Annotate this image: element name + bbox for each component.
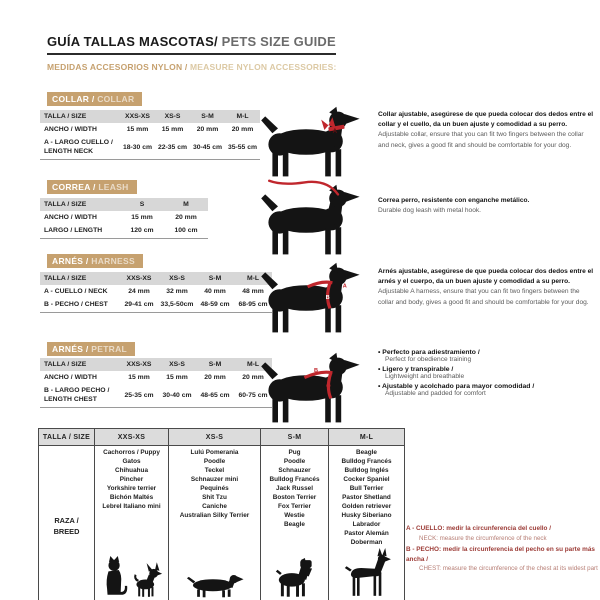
breed-silhouettes bbox=[186, 572, 244, 600]
cell-value: 48-59 cm bbox=[196, 299, 234, 313]
cell-value: XXS-XS bbox=[126, 274, 152, 282]
breed-name: Australian Silky Terrier bbox=[179, 511, 250, 519]
collar-badge-es: COLLAR / bbox=[52, 94, 98, 104]
petral-section-badge bbox=[47, 342, 135, 356]
row-label: TALLA / SIZE bbox=[44, 200, 87, 208]
breed-header-cell: TALLA / SIZE bbox=[39, 429, 95, 446]
cell-value: 32 mm bbox=[166, 287, 188, 295]
feature-item-es: • Ajustable y acolchado para mayor comodidad / bbox=[378, 383, 590, 390]
breed-name: Labrador bbox=[352, 520, 381, 528]
cell-value: 35-55 cm bbox=[225, 137, 260, 159]
breed-name: Teckel bbox=[204, 466, 225, 474]
cell-value: 20 mm bbox=[196, 125, 219, 133]
measuring-note-es: A - CUELLO: medir la circunferencia del cuello / bbox=[406, 525, 552, 532]
breed-name: Pequinés bbox=[200, 484, 229, 492]
leash-section-badge bbox=[47, 180, 137, 194]
cell-value: M-L bbox=[246, 274, 260, 282]
cell-value: 29-41 cm bbox=[120, 299, 158, 313]
cell-value: 24 mm bbox=[128, 287, 150, 295]
breed-silhouettes bbox=[275, 558, 315, 600]
harness-badge-en: HARNESS bbox=[91, 256, 135, 266]
petral-size-table-grid bbox=[40, 358, 272, 408]
petral-badge-es: ARNÉS / bbox=[52, 344, 92, 354]
breed-cell bbox=[329, 446, 404, 600]
breed-name: Gatos bbox=[122, 457, 141, 465]
breed-size-table bbox=[38, 428, 405, 600]
breed-name: Poodle bbox=[283, 457, 306, 465]
svg-text:A: A bbox=[342, 283, 347, 290]
feature-item-en: Perfect for obedience training bbox=[385, 356, 472, 363]
cell-value: XS-S bbox=[164, 112, 181, 120]
cell-value: 15 mm bbox=[128, 373, 150, 381]
leash-size-table bbox=[40, 198, 208, 239]
table-row bbox=[40, 371, 272, 384]
breed-list bbox=[96, 449, 167, 512]
breed-header-row bbox=[39, 429, 405, 446]
harness-section-badge bbox=[47, 254, 143, 268]
cell-value: M-L bbox=[236, 112, 249, 120]
feature-item-es: • Ligero y transpirable / bbox=[378, 366, 590, 373]
breed-list bbox=[330, 449, 403, 548]
table-row bbox=[40, 211, 208, 224]
breed-name: Poodle bbox=[203, 457, 226, 465]
breed-name: Bulldog Francés bbox=[341, 457, 392, 465]
measuring-note-en: CHEST: measure the circumference of the chest at its widest part bbox=[419, 565, 598, 573]
breed-name: Chihuahua bbox=[114, 466, 149, 474]
breed-name: Shit Tzu bbox=[202, 493, 227, 501]
cell-value: 15 mm bbox=[131, 213, 153, 221]
breed-name: Cocker Spaniel bbox=[343, 475, 390, 483]
breed-name: Jack Russel bbox=[276, 484, 313, 492]
svg-text:B: B bbox=[325, 294, 330, 301]
row-label: ANCHO / WIDTH bbox=[44, 373, 97, 381]
breed-silhouettes bbox=[101, 556, 163, 600]
cell-value: S-M bbox=[201, 112, 214, 120]
breed-name: Cachorros / Puppy bbox=[103, 449, 160, 456]
page-subtitle-es: MEDIDAS ACCESORIOS NYLON / bbox=[47, 62, 190, 72]
cell-value: 48-65 cm bbox=[196, 385, 234, 407]
cell-value: XXS-XS bbox=[126, 360, 152, 368]
row-label: ANCHO / WIDTH bbox=[44, 213, 97, 221]
collar-description-en: Adjustable collar, ensure that you can fit two fingers between the collar and neck, gives a good fit and should be comfortable for your dog. bbox=[378, 131, 584, 149]
cell-value: 20 mm bbox=[242, 373, 264, 381]
feature-item-en: Adjustable and padded for comfort bbox=[385, 390, 486, 397]
cell-value: 100 cm bbox=[164, 225, 208, 239]
cell-value: 120 cm bbox=[120, 225, 164, 239]
page-title-en: PETS SIZE GUIDE bbox=[217, 34, 336, 49]
cell-value: 22-35 cm bbox=[155, 137, 190, 159]
cell-value: 25-35 cm bbox=[120, 385, 158, 407]
petral-dog-illustration bbox=[258, 344, 362, 426]
feature-item-en: Lightweight and breathable bbox=[385, 373, 465, 380]
collar-badge-en: COLLAR bbox=[97, 94, 135, 104]
cell-value: 20 mm bbox=[175, 213, 197, 221]
page-subtitle-en: MEASURE NYLON ACCESSORIES: bbox=[190, 62, 337, 72]
breed-row-label: RAZA / BREED bbox=[39, 446, 95, 600]
cell-value: 33,5-50cm bbox=[158, 299, 196, 313]
breed-name: Bull Terrier bbox=[349, 484, 384, 492]
breed-silhouettes bbox=[343, 548, 391, 600]
breed-table-grid bbox=[38, 428, 405, 600]
cat-icon bbox=[101, 556, 129, 600]
leash-description-es: Correa perro, resistente con enganche metálico. bbox=[378, 197, 530, 204]
cell-value: 20 mm bbox=[231, 125, 254, 133]
breed-list bbox=[262, 449, 327, 530]
harness-badge-es: ARNÉS / bbox=[52, 256, 92, 266]
leash-badge-es: CORREA / bbox=[52, 182, 99, 192]
cell-value: M bbox=[183, 200, 189, 208]
table-row bbox=[40, 285, 272, 298]
cell-value: S-M bbox=[208, 274, 222, 282]
table-row bbox=[40, 299, 272, 313]
breed-name: Bulldog Francés bbox=[269, 475, 320, 483]
cell-value: 60-75 cm bbox=[234, 385, 272, 407]
petral-badge-en: PETRAL bbox=[91, 344, 128, 354]
breed-list bbox=[170, 449, 259, 521]
row-label: TALLA / SIZE bbox=[44, 360, 87, 368]
cell-value: XS-S bbox=[169, 274, 185, 282]
cell-value: S-M bbox=[208, 360, 222, 368]
measuring-note-es: B - PECHO: medir la circunferencia del pecho en su parte más ancha / bbox=[406, 545, 595, 563]
leash-description bbox=[378, 196, 596, 216]
harness-description-en: Adjustable A harness, ensure that you can fit two fingers between the collar and body, gives a good fit and should be comfortable for your dog. bbox=[378, 288, 589, 306]
breed-column-s-m bbox=[261, 446, 329, 600]
breed-cell bbox=[169, 446, 260, 600]
row-label: B - LARGO PECHO / LENGTH CHEST bbox=[40, 385, 120, 407]
petral-size-table bbox=[40, 358, 272, 408]
cell-value: 15 mm bbox=[126, 125, 149, 133]
breed-name: Husky Siberiano bbox=[341, 511, 392, 519]
measuring-note bbox=[406, 545, 600, 574]
measuring-note bbox=[406, 524, 600, 543]
breed-cell bbox=[95, 446, 168, 600]
breed-name: Pastor Shetland bbox=[342, 493, 391, 501]
breed-column-xs-s bbox=[169, 446, 261, 600]
table-row bbox=[40, 272, 272, 285]
svg-text:B: B bbox=[314, 368, 319, 374]
leash-size-table-grid bbox=[40, 198, 208, 239]
breed-name: Beagle bbox=[284, 520, 305, 528]
page-title-es: GUÍA TALLAS MASCOTAS/ bbox=[47, 34, 218, 49]
breed-header-cell: XXS-XS bbox=[95, 429, 169, 446]
dachshund-icon bbox=[186, 572, 244, 600]
breed-name: Doberman bbox=[350, 538, 383, 546]
table-row bbox=[40, 198, 208, 211]
schnauzer-icon bbox=[275, 558, 315, 600]
table-row bbox=[40, 110, 260, 123]
table-row bbox=[40, 358, 272, 371]
breed-header-cell: S-M bbox=[261, 429, 329, 446]
cell-value: 18-30 cm bbox=[120, 137, 155, 159]
breed-name: Caniche bbox=[202, 502, 227, 510]
breed-name: Pug bbox=[288, 449, 301, 456]
cell-value: 40 mm bbox=[204, 287, 226, 295]
row-label: TALLA / SIZE bbox=[44, 112, 87, 120]
cell-value: 15 mm bbox=[161, 125, 184, 133]
petral-feature-list bbox=[378, 349, 590, 400]
breed-header-cell: M-L bbox=[329, 429, 405, 446]
collar-size-table-grid bbox=[40, 110, 260, 160]
breed-name: Pincher bbox=[119, 475, 144, 483]
feature-item bbox=[378, 383, 590, 397]
cell-value: XXS-XS bbox=[125, 112, 150, 120]
cell-value: 30-40 cm bbox=[158, 385, 196, 407]
cell-value: XS-S bbox=[169, 360, 185, 368]
harness-dog-illustration bbox=[258, 254, 362, 336]
breed-column-xxs-xs bbox=[95, 446, 169, 600]
collar-size-table bbox=[40, 110, 260, 160]
row-label: TALLA / SIZE bbox=[44, 274, 87, 282]
leash-dog-illustration bbox=[258, 176, 362, 258]
doberman-icon bbox=[343, 548, 391, 600]
table-row bbox=[40, 123, 260, 136]
breed-name: Bulldog Inglés bbox=[344, 466, 389, 474]
cell-value: 30-45 cm bbox=[190, 137, 225, 159]
measuring-note-en: NECK: measure the circumference of the neck bbox=[419, 534, 547, 542]
cell-value: 20 mm bbox=[204, 373, 226, 381]
feature-item bbox=[378, 366, 590, 380]
cell-value: 48 mm bbox=[242, 287, 264, 295]
breed-name: Lebrel Italiano mini bbox=[102, 502, 161, 510]
breed-column-m-l bbox=[329, 446, 405, 600]
table-row bbox=[40, 385, 272, 407]
cell-value: 15 mm bbox=[166, 373, 188, 381]
breed-name: Yorkshire terrier bbox=[106, 484, 157, 492]
row-label: A - CUELLO / NECK bbox=[44, 287, 108, 295]
breed-name: Westie bbox=[284, 511, 305, 519]
page-subtitle bbox=[47, 62, 337, 72]
collar-section-badge bbox=[47, 92, 142, 106]
harness-size-table-grid bbox=[40, 272, 272, 313]
breed-header-cell: XS-S bbox=[169, 429, 261, 446]
harness-description-es: Arnés ajustable, asegúrese de que pueda colocar dos dedos entre el arnés y el cuerpo, da un buen ajuste y comodidad a su perro. bbox=[378, 268, 594, 286]
row-label: A - LARGO CUELLO / LENGTH NECK bbox=[40, 137, 120, 159]
table-row bbox=[40, 137, 260, 159]
collar-dog-illustration bbox=[258, 98, 362, 180]
breed-name: Schnauzer bbox=[278, 466, 311, 474]
breed-name: Fox Terrier bbox=[278, 502, 311, 510]
breed-name: Bichón Maltés bbox=[109, 493, 154, 501]
collar-description bbox=[378, 110, 596, 151]
page-title bbox=[47, 34, 336, 55]
breed-name: Boston Terrier bbox=[272, 493, 317, 501]
breed-cell bbox=[261, 446, 328, 600]
chihuahua-icon bbox=[132, 562, 163, 600]
harness-description bbox=[378, 267, 596, 308]
leash-description-en: Durable dog leash with metal hook. bbox=[378, 207, 481, 215]
svg-text:A: A bbox=[332, 128, 338, 136]
breed-name: Schnauzer mini bbox=[190, 475, 239, 483]
table-row bbox=[40, 225, 208, 239]
breed-name: Golden retriever bbox=[341, 502, 392, 510]
feature-item bbox=[378, 349, 590, 363]
row-label: ANCHO / WIDTH bbox=[44, 125, 97, 133]
breed-name: Beagle bbox=[356, 449, 377, 456]
leash-badge-en: LEASH bbox=[98, 182, 129, 192]
breed-name: Pastor Alemán bbox=[344, 529, 389, 537]
breed-name: Lulú Pomerania bbox=[190, 449, 239, 456]
harness-size-table bbox=[40, 272, 272, 313]
row-label: B - PECHO / CHEST bbox=[40, 299, 120, 313]
collar-description-es: Collar ajustable, asegúrese de que pueda colocar dos dedos entre el collar y el cuello, da un buen ajuste y comodidad a su perro. bbox=[378, 111, 594, 129]
breed-body-row bbox=[39, 446, 405, 600]
row-label: LARGO / LENGTH bbox=[40, 225, 120, 239]
cell-value: S bbox=[139, 200, 145, 208]
cell-value: M-L bbox=[246, 360, 260, 368]
cell-value: 68-95 cm bbox=[234, 299, 272, 313]
measuring-notes bbox=[406, 524, 600, 575]
feature-item-es: • Perfecto para adiestramiento / bbox=[378, 349, 590, 356]
